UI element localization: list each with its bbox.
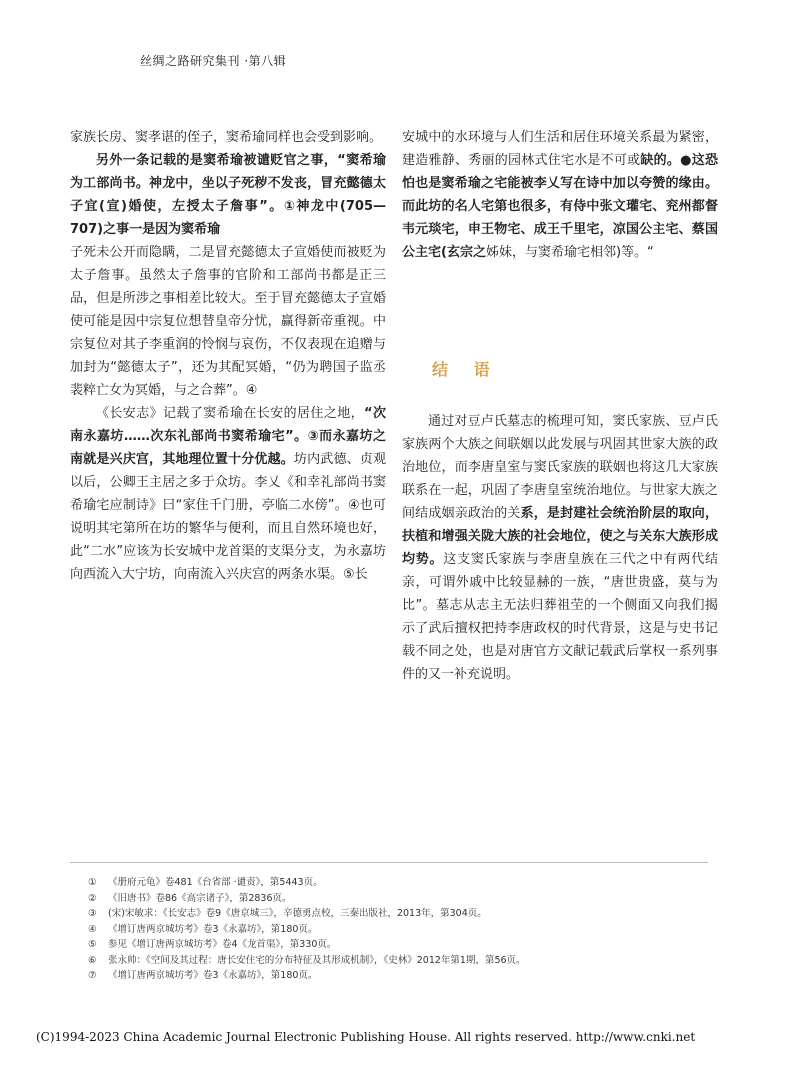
copyright-line: (C)1994-2023 China Academic Journal Electronic Publishing House. All rights reserved. http://www.cnki.net: [36, 1030, 696, 1044]
left-column: [70, 126, 386, 586]
paragraph-bold-text: 系，是封建社会统治阶层的取向，扶植和增强关陇大族的社会地位，使之与关东大族形成均势。: [402, 506, 718, 567]
footnote-divider: [70, 862, 708, 863]
paragraph-bold-text: 缺的。●这恐怕也是窦希瑜之宅能被李乂写在诗中加以夸赞的缘由。而此坊的名人宅第也很多，有侍中张文瓘宅、兖州都督韦元琰宅，申王物宅、成王千里宅，凉国公主宅、蔡国公主宅(玄宗之: [402, 153, 718, 260]
paragraph: [402, 126, 718, 264]
footnote-text: 张永帅：《空间及其过程：唐长安住宅的分布特征及其形成机制》，《史林》2012年第1期，第56页。: [108, 954, 526, 966]
footnote-mark: ④: [88, 923, 97, 935]
right-column-bottom: [402, 410, 718, 686]
section-title: 结 语: [432, 360, 500, 379]
paragraph: 子死未公开而隐瞒，二是冒充懿德太子宣婚使而被贬为太子詹事。虽然太子詹事的官阶和工部尚书都是正三品，但是所涉之事相差比较大。至于冒充懿德太子宣婚使可能是因中宗复位想替皇帝分忧，赢得新帝重视。中宗复位对其子李重润的怜悯与哀伤，不仅表现在追赠与加封为“懿德太子”，还为其配冥婚，“仍为聘国子监丞裴粹亡女为冥婚，与之合葬”。④: [70, 245, 386, 398]
paragraph-text: 姊妹，与窦希瑜宅相邻)等。“: [485, 245, 654, 260]
footnote: [88, 891, 708, 907]
paragraph-text: 这支窦氏家族与李唐皇族在三代之中有两代结亲，可谓外戚中比较显赫的一族，“唐世贵盛，莫与为比”。墓志从志主无法归葬祖茔的一个侧面又向我们揭示了武后擅权把持李唐政权的时代背景，这是与史书记载不同之处，也是对唐官方文献记载武后掌权一系列事件的又一补充说明。: [402, 552, 718, 682]
footnote-mark: ①: [88, 877, 97, 888]
paragraph-text: 安城中的水环境与人们生活和居住环境关系最为紧密，建造雅静、秀丽的园林式住宅水是不可或: [402, 130, 718, 168]
paragraph-bold-text: “次南永嘉坊……次东礼部尚书窦希瑜宅”。③而永嘉坊之南就是兴庆宫，其地理位置十分优越。: [70, 406, 386, 467]
footnote-text: 《增订唐两京城坊考》卷3《永嘉坊》，第180页。: [108, 923, 318, 935]
footnote: [88, 937, 708, 953]
footnote-mark: ⑦: [88, 970, 97, 981]
footnote: [88, 906, 708, 922]
footnotes: [88, 875, 708, 984]
footnote-mark: ⑥: [88, 954, 97, 966]
footnote: [88, 922, 708, 938]
paragraph: [70, 402, 386, 586]
paragraph: [402, 410, 718, 686]
paragraph-text: 坊内武德、贞观以后，公卿王主居之多于众坊。李乂《和幸礼部尚书窦希瑜宅应制诗》曰“家住千门册，亭临二水傍”。④也可说明其宅第所在坊的繁华与便利，而且自然环境也好，此“二水”应该为长安城中龙首渠的支渠分支，为永嘉坊向西流入大宁坊，向南流入兴庆宫的两条水渠。⑤长: [70, 452, 386, 582]
paragraph-text: 《长安志》记载了窦希瑜在长安的居住之地，: [96, 406, 365, 421]
footnote: [88, 968, 708, 984]
footnote-text: 参见《增订唐两京城坊考》卷4《龙首渠》，第330页。: [108, 939, 337, 950]
footnote-text: 《册府元龟》卷481《台省部 ·谴责》，第5443页。: [108, 877, 323, 888]
right-column-top: [402, 126, 718, 264]
footnote-text: 《旧唐书》卷86《高宗诸子》，第2836页。: [108, 892, 292, 904]
footnote-mark: ②: [88, 892, 97, 904]
footnote-text: (宋)宋敏求：《长安志》卷9《唐京城三》，辛德勇点校，三秦出版社，2013年，第304页。: [108, 908, 487, 919]
paragraph-bold: 另外一条记载的是窦希瑜被谴贬官之事，“窦希瑜为工部尚书。神龙中，坐以子死秽不发丧，冒充懿德太子宜(宣)婚使，左授太子詹事”。①神龙中(705—707)之事一是因为窦希瑜: [70, 153, 386, 237]
paragraph-text: 通过对豆卢氏墓志的梳理可知，窦氏家族、豆卢氏家族两个大族之间联姻以此发展与巩固其世家大族的政治地位，而李唐皇室与窦氏家族的联姻也将这几大家族联系在一起，巩固了李唐皇室统治地位。与世家大族之间结成姻亲政治的关: [402, 414, 718, 521]
running-head: 丝绸之路研究集刊 ·第八辑: [140, 54, 287, 68]
footnote-mark: ③: [88, 908, 97, 919]
footnote: [88, 953, 708, 969]
footnote: [88, 875, 708, 891]
footnote-text: 《增订唐两京城坊考》卷3《永嘉坊》，第180页。: [108, 970, 318, 981]
footnote-mark: ⑤: [88, 939, 97, 950]
paragraph: 家族长房、窦孝谌的侄子，窦希瑜同样也会受到影响。: [70, 130, 383, 145]
